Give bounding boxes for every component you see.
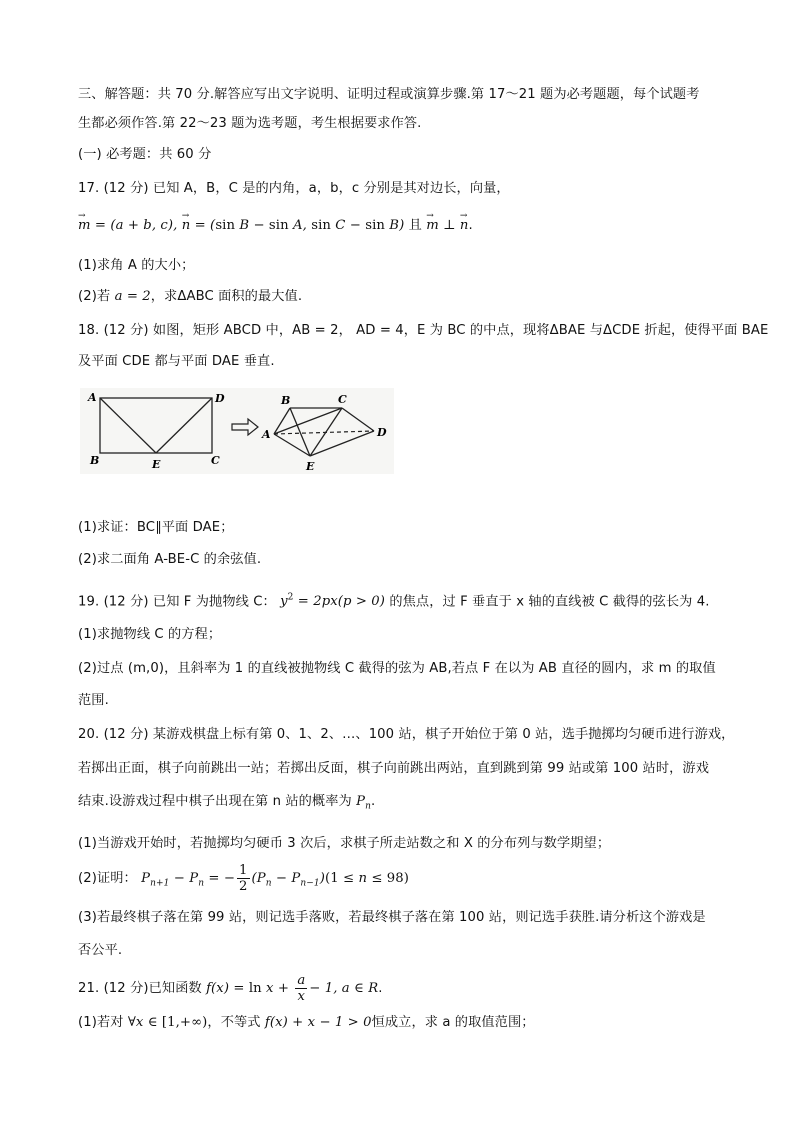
q18-figure [80, 388, 394, 474]
q19-stem-post: 的焦点，过 F 垂直于 x 轴的直线被 C 截得的弦长为 4. [389, 594, 710, 610]
q18-stem: 18. (12 分) 如图，矩形 ABCD 中，AB = 2， AD = 4，E 为 BC 的中点，现将ΔBAE 与ΔCDE 折起，使得平面 BAE [78, 323, 769, 338]
q21-function: f(x) = ln x + $\frac{a}{x}$ − 1, a ∈ R [206, 973, 379, 1004]
q17-vectors: → m = (a + b, c), → n = (sin B − sin A, sin C − sin B) 且 → m ⊥ → n. [78, 217, 728, 235]
section-heading: 三、解答题：共 70 分.解答应写出文字说明、证明过程或演算步骤.第 17～21 题为必考题题，每个试题考 [78, 87, 700, 102]
q20-part2 [78, 862, 728, 901]
label-b1: B [90, 454, 100, 467]
q17-a-equals-2: a = 2 [114, 289, 151, 304]
label-e2: E [306, 460, 315, 473]
q20-pn: $P_n$ [356, 794, 371, 812]
q17-part2-pre: (2)若 [78, 289, 111, 304]
q17-part2-post: ，求ΔABC 面积的最大值. [150, 289, 303, 304]
edge-cd [342, 408, 374, 431]
q21-stem-pre: 21. (12 分)已知函数 [78, 981, 202, 996]
q21-stem: 21. (12 分)已知函数 f(x) = ln x + $\frac{a}{x}$ − 1, a ∈ R. [78, 973, 383, 1004]
q20-stem3: 结束.设游戏过程中棋子出现在第 n 站的概率为 $P_n$. [78, 794, 376, 812]
q21-a-over-x: $\frac{a}{x}$ [297, 973, 306, 1004]
label-b2: B [281, 394, 291, 407]
q19-parabola-eq: $y^2 = 2px(p > 0)$ [280, 593, 386, 610]
q20-stem: 20. (12 分) 某游戏棋盘上标有第 0、1、2、…、100 站，棋子开始位于第 0 站，选手抛掷均匀硬币进行游戏， [78, 727, 735, 742]
edge-de [310, 431, 374, 456]
segment-ae [100, 398, 156, 453]
q18-stem-cont: 及平面 CDE 都与平面 DAE 垂直. [78, 354, 275, 369]
part-one-heading: (一) 必考题：共 60 分 [78, 147, 212, 162]
q19-part2-cont: 范围. [78, 693, 109, 708]
q17-part1: (1)求角 A 的大小； [78, 258, 195, 273]
q21-domain: ∀x ∈ [1,+∞) [127, 1015, 208, 1030]
q21-part1-post: 恒成立，求 a 的取值范围； [371, 1015, 535, 1030]
label-a1: A [88, 391, 97, 404]
folding-diagram [80, 388, 394, 474]
label-d2: D [377, 426, 387, 439]
q17-vector-formula: → m = (a + b, c), → n = (sin B − sin A, sin C − sin B) [78, 218, 404, 233]
edge-be [290, 408, 310, 456]
label-c1: C [211, 454, 220, 467]
q21-part1 [78, 1014, 728, 1032]
edge-ab [274, 408, 290, 434]
q19-stem-pre: 19. (12 分) 已知 F 为抛物线 C： [78, 594, 276, 610]
rectangle-abcd [100, 398, 212, 453]
q19-stem [78, 589, 728, 611]
hidden-edge-ad [274, 431, 374, 434]
edge-ac [274, 408, 342, 434]
q19-part1: (1)求抛物线 C 的方程； [78, 627, 222, 642]
q18-part2: (2)求二面角 A-BE-C 的余弦值. [78, 552, 262, 567]
edge-ae [274, 434, 310, 456]
q20-recurrence: $P_{n+1} - P_n$ = − $\frac{1}{2}$ $(P_n - P_{n-1})(1 \le n \le 98)$ [141, 863, 410, 894]
q20-stem2: 若掷出正面，棋子向前跳出一站；若掷出反面，棋子向前跳出两站，直到跳到第 99 站或第 100 站时，游戏 [78, 761, 709, 776]
label-a2: A [262, 428, 271, 441]
q20-half-fraction: $\frac{1}{2}$ [239, 863, 248, 894]
label-d1: D [215, 392, 225, 405]
q19-part2: (2)过点 (m,0)，且斜率为 1 的直线被抛物线 C 截得的弦为 AB,若点 F 在以为 AB 直径的圆内，求 m 的取值 [78, 661, 716, 676]
q21-inequality: f(x) + x − 1 > 0 [264, 1015, 372, 1030]
q20-part2-pre: (2)证明： [78, 871, 137, 886]
q20-part3: (3)若最终棋子落在第 99 站，则记选手落败，若最终棋子落在第 100 站，则记选手获胜.请分析这个游戏是 [78, 910, 706, 925]
q21-part1-mid: ，不等式 [207, 1015, 261, 1030]
q20-part1: (1)当游戏开始时，若抛掷均匀硬币 3 次后，求棋子所走站数之和 X 的分布列与数学期望； [78, 836, 611, 851]
transform-arrow [232, 419, 258, 435]
label-c2: C [338, 393, 347, 406]
segment-de [156, 398, 212, 453]
label-e1: E [152, 458, 161, 471]
q17-part2 [78, 288, 728, 306]
q18-part1: (1)求证：BC∥平面 DAE； [78, 520, 234, 535]
q21-part1-pre: (1)若对 [78, 1015, 124, 1030]
q17-and: 且 [408, 218, 422, 233]
q20-part3-cont: 否公平. [78, 943, 123, 958]
q17-stem: 17. (12 分) 已知 A，B，C 是的内角，a，b，c 分别是其对边长，向量， [78, 181, 510, 196]
q17-perp-formula: → m ⊥ → n [426, 218, 468, 233]
q20-stem3-pre: 结束.设游戏过程中棋子出现在第 n 站的概率为 [78, 794, 352, 809]
section-heading-cont: 生都必须作答.第 22～23 题为选考题，考生根据要求作答. [78, 116, 422, 131]
